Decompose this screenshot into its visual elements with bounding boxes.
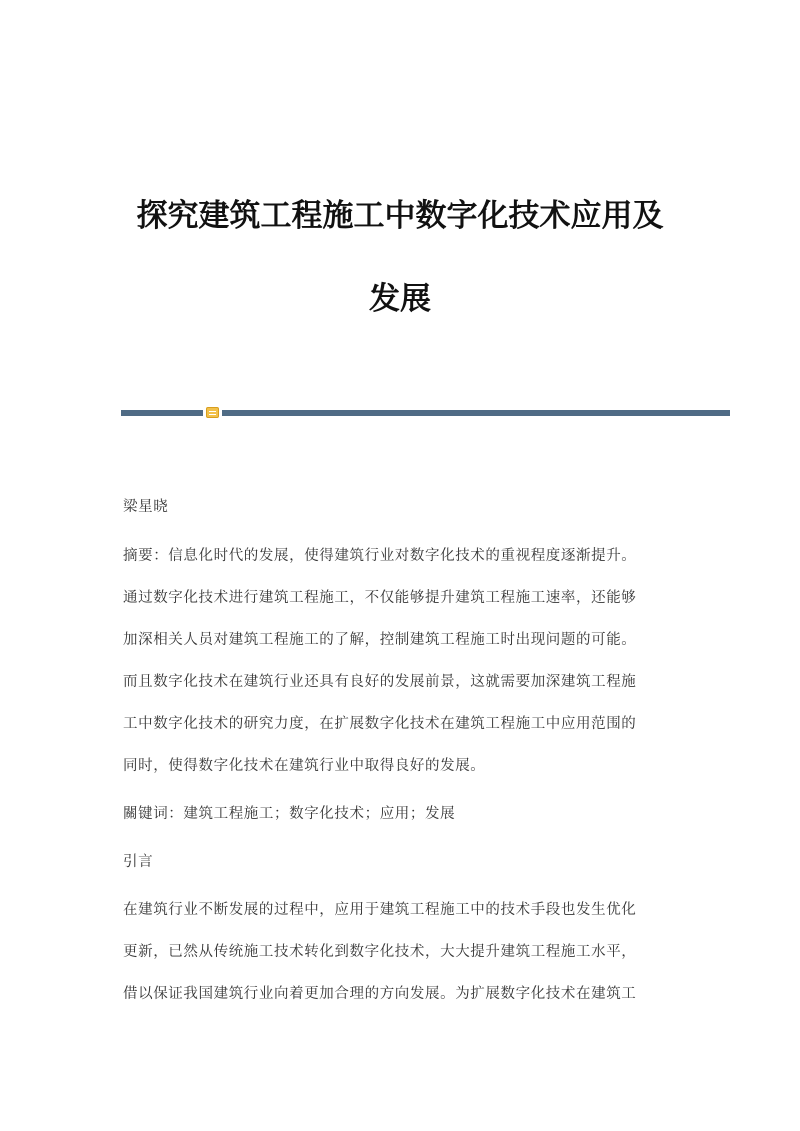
title-divider-right (222, 410, 730, 416)
abstract-line: 工中数字化技术的研究力度，在扩展数字化技术在建筑工程施工中应用范围的 (123, 716, 637, 732)
abstract-line: 摘要：信息化时代的发展，使得建筑行业对数字化技术的重视程度逐渐提升。 (123, 548, 637, 564)
intro-heading: 引言 (123, 854, 154, 870)
keywords-line: 關键词：建筑工程施工；数字化技术；应用；发展 (123, 806, 456, 822)
document-title-line-1: 探究建筑工程施工中数字化技术应用及 (136, 198, 664, 234)
abstract-line: 加深相关人员对建筑工程施工的了解，控制建筑工程施工时出现问题的可能。 (123, 632, 637, 648)
intro-line: 借以保证我国建筑行业向着更加合理的方向发展。为扩展数字化技术在建筑工 (123, 986, 637, 1002)
abstract-line: 通过数字化技术进行建筑工程施工，不仅能够提升建筑工程施工速率，还能够 (123, 590, 637, 606)
intro-line: 更新，已然从传统施工技术转化到数字化技术，大大提升建筑工程施工水平， (123, 944, 637, 960)
abstract-line: 而且数字化技术在建筑行业还具有良好的发展前景，这就需要加深建筑工程施 (123, 674, 637, 690)
document-title-line-2: 发展 (369, 281, 431, 317)
title-divider-left (121, 410, 203, 416)
author-name: 梁星晓 (123, 499, 169, 515)
abstract-line: 同时，使得数字化技术在建筑行业中取得良好的发展。 (123, 758, 486, 774)
intro-line: 在建筑行业不断发展的过程中，应用于建筑工程施工中的技术手段也发生优化 (123, 902, 637, 918)
document-icon (206, 407, 219, 418)
